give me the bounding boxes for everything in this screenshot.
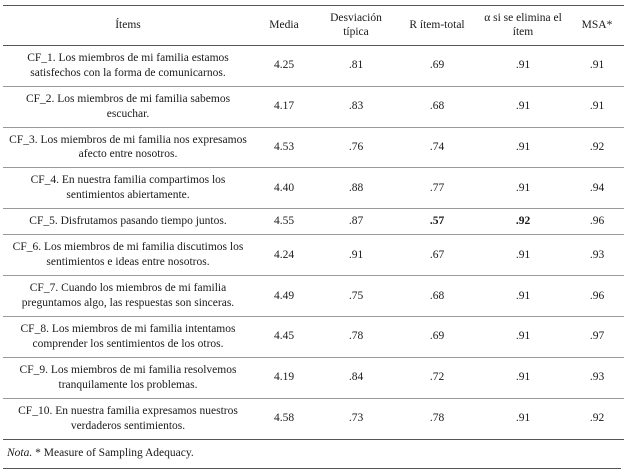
cell-item: CF_6. Los miembros de mi familia discutimos los sentimientos e ideas entre nosotros. xyxy=(3,235,253,276)
cell-msa: .93 xyxy=(569,357,624,398)
cell-r-item-total: .78 xyxy=(397,398,477,439)
cell-sd: .75 xyxy=(315,276,397,317)
cell-sd: .78 xyxy=(315,316,397,357)
cell-r-item-total: .69 xyxy=(397,316,477,357)
table-body xyxy=(3,45,624,439)
cell-media: 4.19 xyxy=(253,357,315,398)
cell-alpha: .91 xyxy=(477,357,569,398)
cell-item: CF_9. Los miembros de mi familia resolvemos tranquilamente los problemas. xyxy=(3,357,253,398)
header-sd: Desviación típica xyxy=(315,6,397,46)
header-media: Media xyxy=(253,6,315,46)
cell-msa: .96 xyxy=(569,209,624,235)
cell-msa: .97 xyxy=(569,316,624,357)
cell-r-item-total: .67 xyxy=(397,235,477,276)
cell-alpha: .92 xyxy=(477,209,569,235)
cell-alpha: .91 xyxy=(477,398,569,439)
cell-alpha: .91 xyxy=(477,276,569,317)
table-row xyxy=(3,209,624,235)
statistics-table xyxy=(3,5,624,440)
cell-item: CF_2. Los miembros de mi familia sabemos escuchar. xyxy=(3,86,253,127)
cell-sd: .83 xyxy=(315,86,397,127)
table-row xyxy=(3,398,624,439)
cell-media: 4.25 xyxy=(253,45,315,86)
cell-alpha: .91 xyxy=(477,235,569,276)
cell-sd: .91 xyxy=(315,235,397,276)
cell-media: 4.58 xyxy=(253,398,315,439)
table-header xyxy=(3,6,624,46)
table-row xyxy=(3,86,624,127)
cell-msa: .96 xyxy=(569,276,624,317)
cell-alpha: .91 xyxy=(477,168,569,209)
cell-alpha: .91 xyxy=(477,45,569,86)
cell-sd: .84 xyxy=(315,357,397,398)
cell-msa: .91 xyxy=(569,86,624,127)
note-text: * Measure of Sampling Adequacy. xyxy=(32,446,194,459)
cell-item: CF_4. En nuestra familia compartimos los sentimientos abiertamente. xyxy=(3,168,253,209)
cell-media: 4.49 xyxy=(253,276,315,317)
cell-item: CF_7. Cuando los miembros de mi familia preguntamos algo, las respuestas son sinceras. xyxy=(3,276,253,317)
cell-alpha: .91 xyxy=(477,316,569,357)
cell-item: CF_1. Los miembros de mi familia estamos satisfechos con la forma de comunicarnos. xyxy=(3,45,253,86)
cell-media: 4.40 xyxy=(253,168,315,209)
cell-media: 4.45 xyxy=(253,316,315,357)
header-msa: MSA* xyxy=(569,6,624,46)
cell-r-item-total: .77 xyxy=(397,168,477,209)
cell-media: 4.53 xyxy=(253,127,315,168)
table-row xyxy=(3,235,624,276)
cell-r-item-total: .74 xyxy=(397,127,477,168)
header-alpha: α si se elimina el ítem xyxy=(477,6,569,46)
cell-media: 4.55 xyxy=(253,209,315,235)
cell-item: CF_10. En nuestra familia expresamos nuestros verdaderos sentimientos. xyxy=(3,398,253,439)
cell-media: 4.24 xyxy=(253,235,315,276)
cell-sd: .81 xyxy=(315,45,397,86)
header-items: Ítems xyxy=(3,6,253,46)
table-row xyxy=(3,357,624,398)
cell-msa: .92 xyxy=(569,398,624,439)
cell-r-item-total: .69 xyxy=(397,45,477,86)
cell-r-item-total: .68 xyxy=(397,276,477,317)
cell-sd: .88 xyxy=(315,168,397,209)
header-r-item-total: R ítem-total xyxy=(397,6,477,46)
cell-msa: .93 xyxy=(569,235,624,276)
cell-msa: .94 xyxy=(569,168,624,209)
table-row xyxy=(3,316,624,357)
cell-r-item-total: .68 xyxy=(397,86,477,127)
table-header-row xyxy=(3,6,624,46)
table-row xyxy=(3,127,624,168)
table-note xyxy=(3,440,621,469)
cell-media: 4.17 xyxy=(253,86,315,127)
cell-item: CF_3. Los miembros de mi familia nos expresamos afecto entre nosotros. xyxy=(3,127,253,168)
note-label: Nota. xyxy=(7,446,33,459)
cell-alpha: .91 xyxy=(477,127,569,168)
table-row xyxy=(3,276,624,317)
cell-sd: .73 xyxy=(315,398,397,439)
table-row xyxy=(3,45,624,86)
cell-r-item-total: .57 xyxy=(397,209,477,235)
table-row xyxy=(3,168,624,209)
cell-item: CF_8. Los miembros de mi familia intentamos comprender los sentimientos de los otros. xyxy=(3,316,253,357)
cell-msa: .92 xyxy=(569,127,624,168)
cell-sd: .87 xyxy=(315,209,397,235)
cell-sd: .76 xyxy=(315,127,397,168)
cell-alpha: .91 xyxy=(477,86,569,127)
cell-item: CF_5. Disfrutamos pasando tiempo juntos. xyxy=(3,209,253,235)
cell-msa: .91 xyxy=(569,45,624,86)
cell-r-item-total: .72 xyxy=(397,357,477,398)
